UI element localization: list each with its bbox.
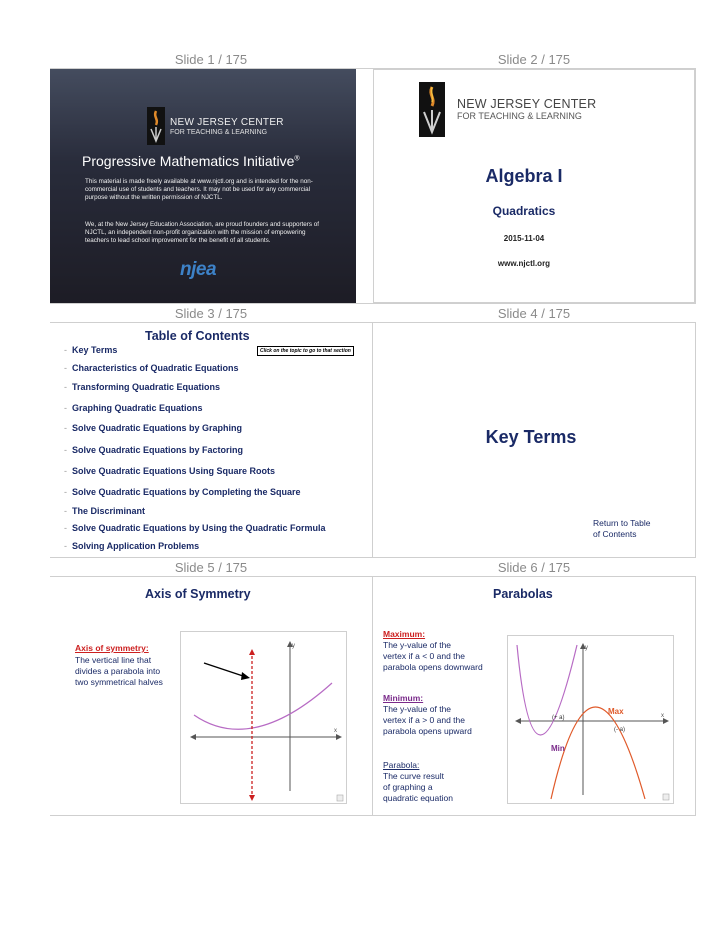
slide-6[interactable] <box>373 577 695 815</box>
slide1-heading-text: Progressive Mathematics Initiative <box>82 153 295 169</box>
toc-item-label: Solving Application Problems <box>72 541 200 551</box>
minus-a-label: (- a) <box>614 727 625 733</box>
slide5-title: Axis of Symmetry <box>145 587 251 601</box>
return-line-2: of Contents <box>593 529 637 540</box>
toc-item-quadratic-formula[interactable]: - Solve Quadratic Equations by Using the Quadratic Formula <box>64 523 326 533</box>
y-axis-label: y <box>585 645 588 651</box>
graph-frame <box>181 632 347 804</box>
toc-item-solve-factoring[interactable]: - Solve Quadratic Equations by Factoring <box>64 445 244 455</box>
njea-logo: njea <box>180 259 217 280</box>
minimum-term: Minimum: <box>383 693 424 703</box>
plus-a-label: (+ a) <box>552 715 565 721</box>
toc-item-label: Transforming Quadratic Equations <box>72 382 221 392</box>
axis-of-symmetry-graph <box>180 631 350 807</box>
maximum-line-1: The y-value of the <box>383 640 452 650</box>
y-axis-label: y <box>292 643 295 649</box>
parabola-line-2: of graphing a <box>383 782 433 792</box>
slide4-title: Key Terms <box>485 427 577 447</box>
maximum-term: Maximum: <box>383 629 426 639</box>
slide5-term: Axis of symmetry: <box>75 643 149 653</box>
minimum-line-2: vertex if a > 0 and the <box>383 715 465 725</box>
slide-divider <box>372 577 373 815</box>
toc-item-discriminant[interactable]: - The Discriminant <box>64 506 146 516</box>
slide-header-5: Slide 5 / 175 <box>174 560 248 575</box>
slide-2[interactable] <box>373 69 695 303</box>
return-to-toc-link[interactable] <box>593 518 651 540</box>
toc-item-square-roots[interactable]: - Solve Quadratic Equations Using Square Roots <box>64 466 276 476</box>
slide2-url[interactable]: www.njctl.org <box>497 259 551 268</box>
parabola-line-3: quadratic equation <box>383 793 453 803</box>
toc-item-label: Graphing Quadratic Equations <box>72 403 203 413</box>
min-label: Min <box>551 744 565 753</box>
toc-item-label: Solve Quadratic Equations by Graphing <box>72 423 243 433</box>
toc-item-graphing[interactable]: - Graphing Quadratic Equations <box>64 403 203 413</box>
njctl-logo-icon <box>147 107 165 145</box>
graph-frame <box>508 636 674 804</box>
toc-item-completing-square[interactable]: - Solve Quadratic Equations by Completing the Square <box>64 487 301 497</box>
slide1-brand-line1: NEW JERSEY CENTER <box>170 117 284 128</box>
slide1-paragraph-2: We, at the New Jersey Education Association, are proud founders and supporters of NJCTL, an independent non-profit organization with the mission of empowering teachers to lead school improvement for the benefit of all students. <box>85 221 320 245</box>
slide-5[interactable] <box>50 577 372 815</box>
slide2-brand-line2: FOR TEACHING & LEARNING <box>457 111 582 121</box>
slide-4[interactable] <box>373 323 695 557</box>
max-label: Max <box>608 707 624 716</box>
slide3-title: Table of Contents <box>145 329 250 343</box>
slide-3[interactable] <box>50 323 372 557</box>
graph-corner-button <box>337 795 343 801</box>
njctl-logo-icon <box>419 82 445 137</box>
slide5-def-line-2: divides a parabola into <box>75 666 161 676</box>
slide-header-2: Slide 2 / 175 <box>497 52 571 67</box>
slide1-brand-line2: FOR TEACHING & LEARNING <box>170 129 268 136</box>
slide-header-6: Slide 6 / 175 <box>497 560 571 575</box>
slide5-def-line-1: The vertical line that <box>75 655 152 665</box>
x-axis-label: x <box>661 713 664 719</box>
x-axis-label: x <box>334 728 337 734</box>
toc-item-label: Characteristics of Quadratic Equations <box>72 363 239 373</box>
slide1-heading <box>82 153 300 169</box>
return-line-1: Return to Table <box>593 518 651 528</box>
toc-item-characteristics[interactable]: - Characteristics of Quadratic Equations <box>64 363 239 373</box>
maximum-line-3: parabola opens downward <box>383 662 483 672</box>
toc-item-label: The Discriminant <box>72 506 146 516</box>
toc-item-solve-graphing[interactable]: - Solve Quadratic Equations by Graphing <box>64 423 243 433</box>
minimum-line-3: parabola opens upward <box>383 726 472 736</box>
toc-item-transforming[interactable]: - Transforming Quadratic Equations <box>64 382 221 392</box>
graph-corner-button <box>663 794 669 800</box>
slide-header-1: Slide 1 / 175 <box>174 52 248 67</box>
slide2-date: 2015-11-04 <box>503 234 545 243</box>
slide2-title: Algebra I <box>485 166 563 186</box>
parabola-term: Parabola: <box>383 760 420 770</box>
slide3-note: Click on the topic to go to that section <box>257 346 354 356</box>
slide6-title: Parabolas <box>493 587 553 601</box>
slide2-brand-line1: NEW JERSEY CENTER <box>457 97 597 111</box>
toc-item-label: Solve Quadratic Equations by Using the Quadratic Formula <box>72 523 326 533</box>
slide1-paragraph-1: This material is made freely available at www.njctl.org and is intended for the non-commercial use of students and teachers. It may not be used for any commercial purpose without the written permission of NJCTL. <box>85 178 313 202</box>
slide2-subtitle: Quadratics <box>492 204 556 218</box>
slide-header-4: Slide 4 / 175 <box>497 306 571 321</box>
slide5-def-line-3: two symmetrical halves <box>75 677 163 687</box>
slide-1[interactable] <box>50 69 356 303</box>
slide1-heading-reg: ® <box>294 155 300 163</box>
toc-item-label: Solve Quadratic Equations by Factoring <box>72 445 244 455</box>
toc-item-key-terms[interactable]: - Key Terms <box>64 345 118 355</box>
toc-item-application[interactable]: - Solving Application Problems <box>64 541 200 551</box>
slide-header-3: Slide 3 / 175 <box>174 306 248 321</box>
maximum-line-2: vertex if a < 0 and the <box>383 651 465 661</box>
toc-item-label: Key Terms <box>72 345 118 355</box>
parabolas-graph <box>507 635 677 811</box>
toc-item-label: Solve Quadratic Equations Using Square Roots <box>72 466 276 476</box>
toc-item-label: Solve Quadratic Equations by Completing the Square <box>72 487 301 497</box>
parabola-line-1: The curve result <box>383 771 444 781</box>
minimum-line-1: The y-value of the <box>383 704 452 714</box>
